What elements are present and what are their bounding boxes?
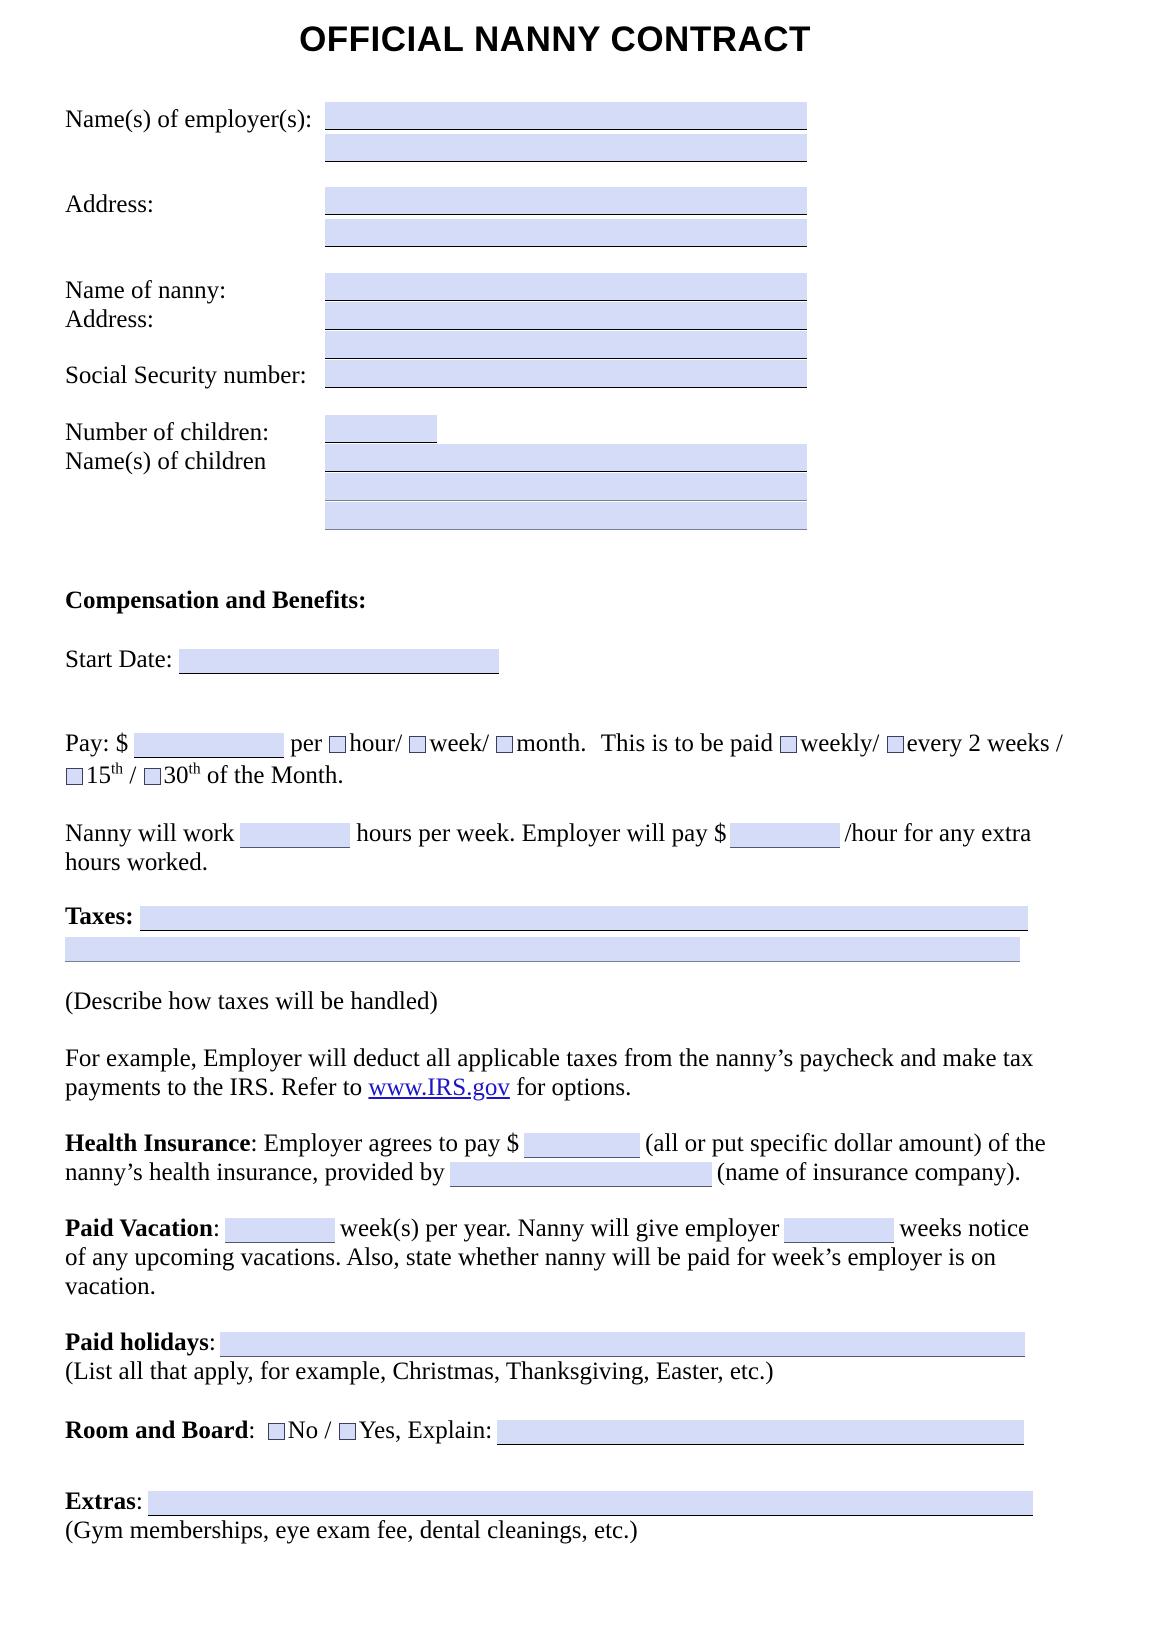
health-insurance-line1-post: (all or put specific dollar amount) of the bbox=[645, 1130, 1046, 1157]
start-date-label: Start Date: bbox=[65, 646, 173, 673]
taxes-row-2 bbox=[65, 933, 1020, 962]
pay-week-checkbox[interactable] bbox=[409, 736, 426, 753]
health-insurance-line2-pre: nanny’s health insurance, provided by bbox=[65, 1159, 445, 1186]
day-15-checkbox[interactable] bbox=[66, 768, 83, 785]
taxes-input-2[interactable] bbox=[65, 937, 1020, 962]
children-names-label-row bbox=[65, 447, 325, 476]
page-title: OFFICIAL NANNY CONTRACT bbox=[299, 20, 811, 59]
taxes-label: Taxes: bbox=[65, 903, 134, 930]
employer-address-label-row bbox=[65, 190, 325, 219]
children-count-input[interactable] bbox=[325, 415, 437, 443]
paid-vacation-block bbox=[65, 1214, 1085, 1301]
nanny-name-input[interactable] bbox=[325, 273, 807, 301]
pay-line bbox=[65, 729, 1063, 758]
paid-vacation-line-1 bbox=[65, 1214, 1085, 1243]
hours-per-week-input[interactable] bbox=[240, 823, 350, 848]
room-board-no-label: No / bbox=[287, 1417, 332, 1444]
extras-label: Extras bbox=[65, 1488, 136, 1515]
paid-biweekly-label: every 2 weeks / bbox=[906, 730, 1063, 757]
pay-amount-input[interactable] bbox=[134, 733, 284, 758]
pay-month-label: month. bbox=[516, 730, 587, 757]
taxes-example-paragraph bbox=[65, 1044, 1075, 1102]
health-insurance-line-2 bbox=[65, 1158, 1085, 1187]
nanny-address-input-1[interactable] bbox=[325, 302, 807, 330]
extras-hint: (Gym memberships, eye exam fee, dental cleanings, etc.) bbox=[65, 1517, 638, 1544]
taxes-example-line2-pre: payments to the IRS. Refer to bbox=[65, 1074, 363, 1101]
children-count-label: Number of children: bbox=[65, 419, 270, 446]
day-15-suffix: th bbox=[111, 760, 124, 778]
health-insurance-label: Health Insurance bbox=[65, 1130, 251, 1157]
start-date-input[interactable] bbox=[179, 649, 499, 674]
children-fields bbox=[325, 415, 437, 443]
compensation-heading: Compensation and Benefits: bbox=[65, 587, 367, 614]
paid-biweekly-checkbox[interactable] bbox=[887, 736, 904, 753]
children-name-input-1[interactable] bbox=[325, 444, 807, 472]
employer-address-input-2[interactable] bbox=[325, 219, 807, 247]
children-name-input-3[interactable] bbox=[325, 502, 807, 530]
paid-vacation-line-2: of any upcoming vacations. Also, state whether nanny will be paid for week’s employer is on bbox=[65, 1244, 997, 1271]
taxes-row bbox=[65, 902, 1028, 931]
room-and-board-row bbox=[65, 1416, 1085, 1445]
paid-holidays-label: Paid holidays bbox=[65, 1329, 209, 1356]
day-suffix-label: of the Month. bbox=[206, 762, 344, 789]
day-30-label: 30 bbox=[163, 762, 189, 789]
taxes-example-line-1: For example, Employer will deduct all applicable taxes from the nanny’s paycheck and make tax bbox=[65, 1045, 1034, 1072]
employer-address-input-1[interactable] bbox=[325, 187, 807, 215]
ssn-label-row bbox=[65, 361, 325, 390]
extras-colon: : bbox=[135, 1488, 143, 1515]
hours-continuation-label: hours worked. bbox=[65, 849, 209, 876]
paid-vacation-line1-mid: week(s) per year. Nanny will give employer bbox=[339, 1215, 780, 1242]
paid-weekly-checkbox[interactable] bbox=[780, 736, 797, 753]
room-board-no-checkbox[interactable] bbox=[268, 1423, 285, 1440]
extra-hour-rate-input[interactable] bbox=[730, 823, 840, 848]
health-insurance-amount-input[interactable] bbox=[524, 1133, 640, 1158]
extras-block bbox=[65, 1487, 1085, 1545]
employer-name-input-2[interactable] bbox=[325, 134, 807, 162]
nanny-name-label: Name of nanny: bbox=[65, 277, 227, 304]
taxes-input-1[interactable] bbox=[140, 906, 1028, 931]
children-count-label-row bbox=[65, 418, 325, 447]
taxes-hint: (Describe how taxes will be handled) bbox=[65, 988, 438, 1015]
health-insurance-line-1 bbox=[65, 1129, 1085, 1158]
employer-name-label: Name(s) of employer(s): bbox=[65, 106, 313, 133]
pay-hour-checkbox[interactable] bbox=[329, 736, 346, 753]
health-insurance-line2-post: (name of insurance company). bbox=[716, 1159, 1021, 1186]
nanny-name-label-row bbox=[65, 276, 325, 305]
hours-mid-label: hours per week. Employer will pay $ bbox=[356, 820, 727, 847]
paid-vacation-colon: : bbox=[212, 1215, 220, 1242]
children-name-input-2[interactable] bbox=[325, 473, 807, 501]
taxes-example-line2-post: for options. bbox=[516, 1074, 632, 1101]
children-name-fields bbox=[325, 444, 807, 530]
start-date-row bbox=[65, 645, 499, 674]
children-names-label: Name(s) of children bbox=[65, 448, 267, 475]
paid-holidays-input[interactable] bbox=[220, 1332, 1025, 1357]
health-insurance-line1-pre: : Employer agrees to pay $ bbox=[250, 1130, 520, 1157]
hours-suffix-label: /hour for any extra bbox=[844, 820, 1032, 847]
paid-intro-label: This is to be paid bbox=[600, 730, 773, 757]
day-separator: / bbox=[129, 762, 137, 789]
employer-address-fields bbox=[325, 187, 807, 247]
paid-holidays-colon: : bbox=[208, 1329, 216, 1356]
employer-name-input-1[interactable] bbox=[325, 102, 807, 130]
day-15-label: 15 bbox=[86, 762, 111, 789]
hours-prefix-label: Nanny will work bbox=[65, 820, 235, 847]
nanny-address-label: Address: bbox=[65, 306, 154, 333]
pay-prefix-label: Pay: $ bbox=[65, 730, 129, 757]
room-and-board-label: Room and Board bbox=[65, 1417, 249, 1444]
paid-vacation-line1-end: weeks notice bbox=[899, 1215, 1030, 1242]
room-board-yes-label: Yes, Explain: bbox=[358, 1417, 493, 1444]
room-board-yes-checkbox[interactable] bbox=[339, 1423, 356, 1440]
vacation-weeks-input[interactable] bbox=[225, 1218, 335, 1243]
taxes-example-line-2 bbox=[65, 1073, 1075, 1102]
nanny-address-label-row bbox=[65, 305, 325, 334]
ssn-input[interactable] bbox=[325, 360, 807, 388]
vacation-notice-input[interactable] bbox=[784, 1218, 894, 1243]
nanny-identity-fields bbox=[325, 273, 807, 388]
irs-website-link[interactable]: www.IRS.gov bbox=[368, 1074, 510, 1101]
pay-month-checkbox[interactable] bbox=[496, 736, 513, 753]
paid-holidays-hint: (List all that apply, for example, Christmas, Thanksgiving, Easter, etc.) bbox=[65, 1358, 774, 1385]
ssn-label: Social Security number: bbox=[65, 362, 307, 389]
pay-day-line bbox=[65, 761, 344, 790]
employer-name-label-row bbox=[65, 105, 325, 134]
paid-vacation-line-3: vacation. bbox=[65, 1273, 156, 1300]
paid-holidays-block bbox=[65, 1328, 1085, 1386]
employer-name-fields bbox=[325, 102, 807, 162]
nanny-address-input-2[interactable] bbox=[325, 331, 807, 359]
paid-vacation-label: Paid Vacation bbox=[65, 1215, 213, 1242]
extras-row bbox=[65, 1487, 1085, 1516]
day-30-suffix: th bbox=[188, 760, 201, 778]
paid-holidays-row bbox=[65, 1328, 1085, 1357]
room-and-board-colon: : bbox=[248, 1417, 256, 1444]
pay-week-label: week/ bbox=[429, 730, 490, 757]
paid-weekly-label: weekly/ bbox=[800, 730, 880, 757]
extras-input[interactable] bbox=[148, 1491, 1033, 1516]
employer-address-label: Address: bbox=[65, 191, 154, 218]
day-30-checkbox[interactable] bbox=[144, 768, 161, 785]
health-insurance-block bbox=[65, 1129, 1085, 1187]
insurance-company-input[interactable] bbox=[450, 1162, 712, 1187]
room-board-explain-input[interactable] bbox=[497, 1420, 1024, 1445]
hours-line bbox=[65, 819, 1085, 877]
pay-per-label: per bbox=[290, 730, 323, 757]
pay-hour-label: hour/ bbox=[349, 730, 403, 757]
